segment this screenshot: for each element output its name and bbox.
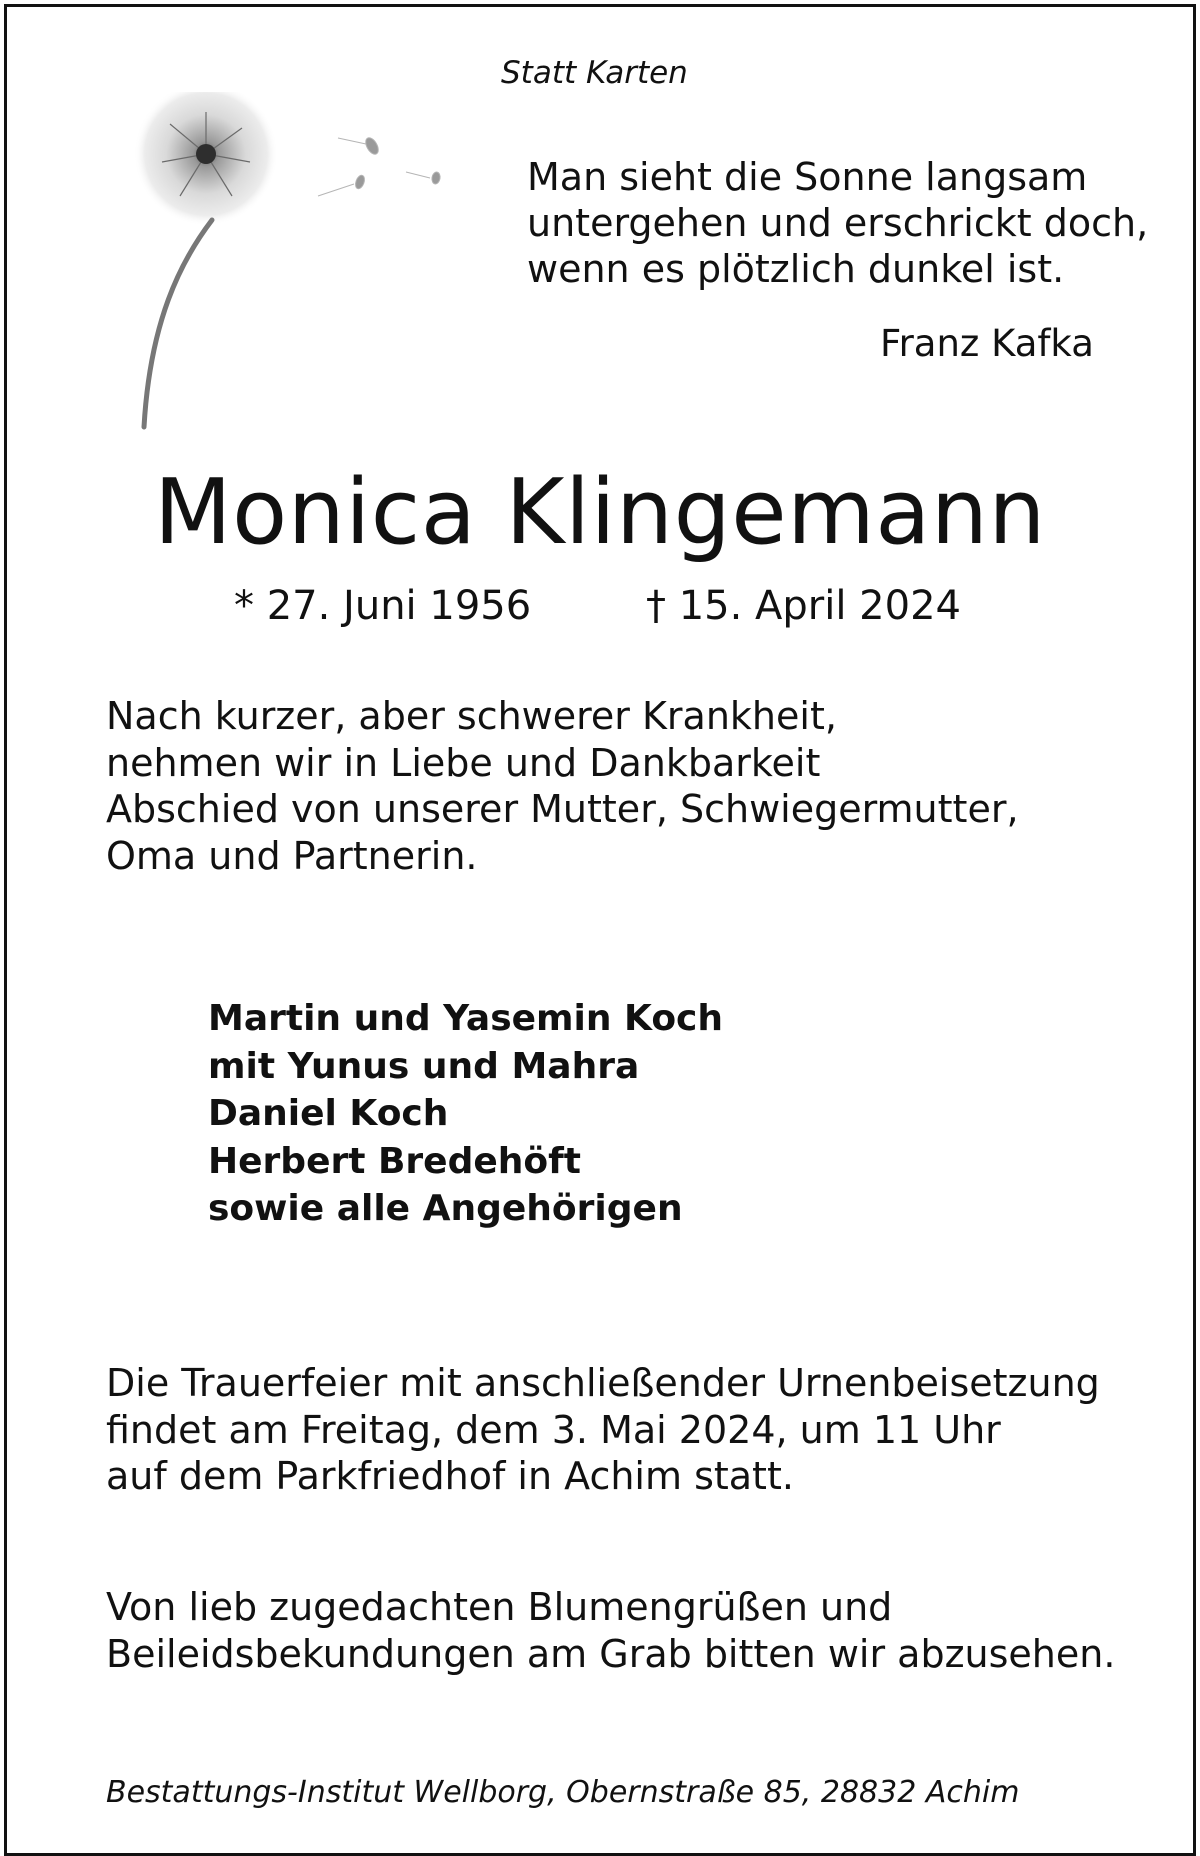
ceremony-line: Die Trauerfeier mit anschließender Urnenbeisetzung [106,1361,1100,1405]
quote-line: untergehen und erschrickt doch, [527,201,1149,245]
intro-line: nehmen wir in Liebe und Dankbarkeit [106,740,821,785]
quote-line: wenn es plötzlich dunkel ist. [527,247,1065,291]
dandelion-icon [120,92,450,432]
funeral-home-footer: Bestattungs-Institut Wellborg, Obernstraße 85, 28832 Achim [106,1775,1020,1810]
mourner-line: Herbert Bredehöft [208,1140,582,1182]
flowers-line: Von lieb zugedachten Blumengrüßen und [106,1585,893,1629]
quote-block [527,154,1147,292]
mourner-line: sowie alle Angehörigen [208,1188,683,1229]
flowers-request [106,1584,1115,1677]
intro-line: Nach kurzer, aber schwerer Krankheit, [106,694,837,738]
deceased-name: Monica Klingemann [154,460,1046,565]
intro-line: Oma und Partnerin. [106,833,478,878]
ceremony-info [106,1360,1100,1500]
quote-author: Franz Kafka [880,322,1094,365]
ceremony-line: auf dem Parkfriedhof in Achim statt. [106,1454,794,1498]
mourner-line: Daniel Koch [208,1093,449,1134]
flowers-line: Beileidsbekundungen am Grab bitten wir abzusehen. [106,1631,1116,1676]
death-date: † 15. April 2024 [646,583,961,629]
mourner-line: Martin und Yasemin Koch [208,998,724,1039]
mourners-list [208,995,723,1233]
statt-karten-label: Statt Karten [501,55,688,91]
mourner-line: mit Yunus und Mahra [208,1045,640,1087]
birth-date: * 27. Juni 1956 [234,583,532,629]
ceremony-line: findet am Freitag, dem 3. Mai 2024, um 11 Uhr [106,1407,1001,1452]
intro-line: Abschied von unserer Mutter, Schwiegermutter, [106,787,1019,831]
intro-text [106,693,1019,879]
quote-line: Man sieht die Sonne langsam [527,155,1088,199]
